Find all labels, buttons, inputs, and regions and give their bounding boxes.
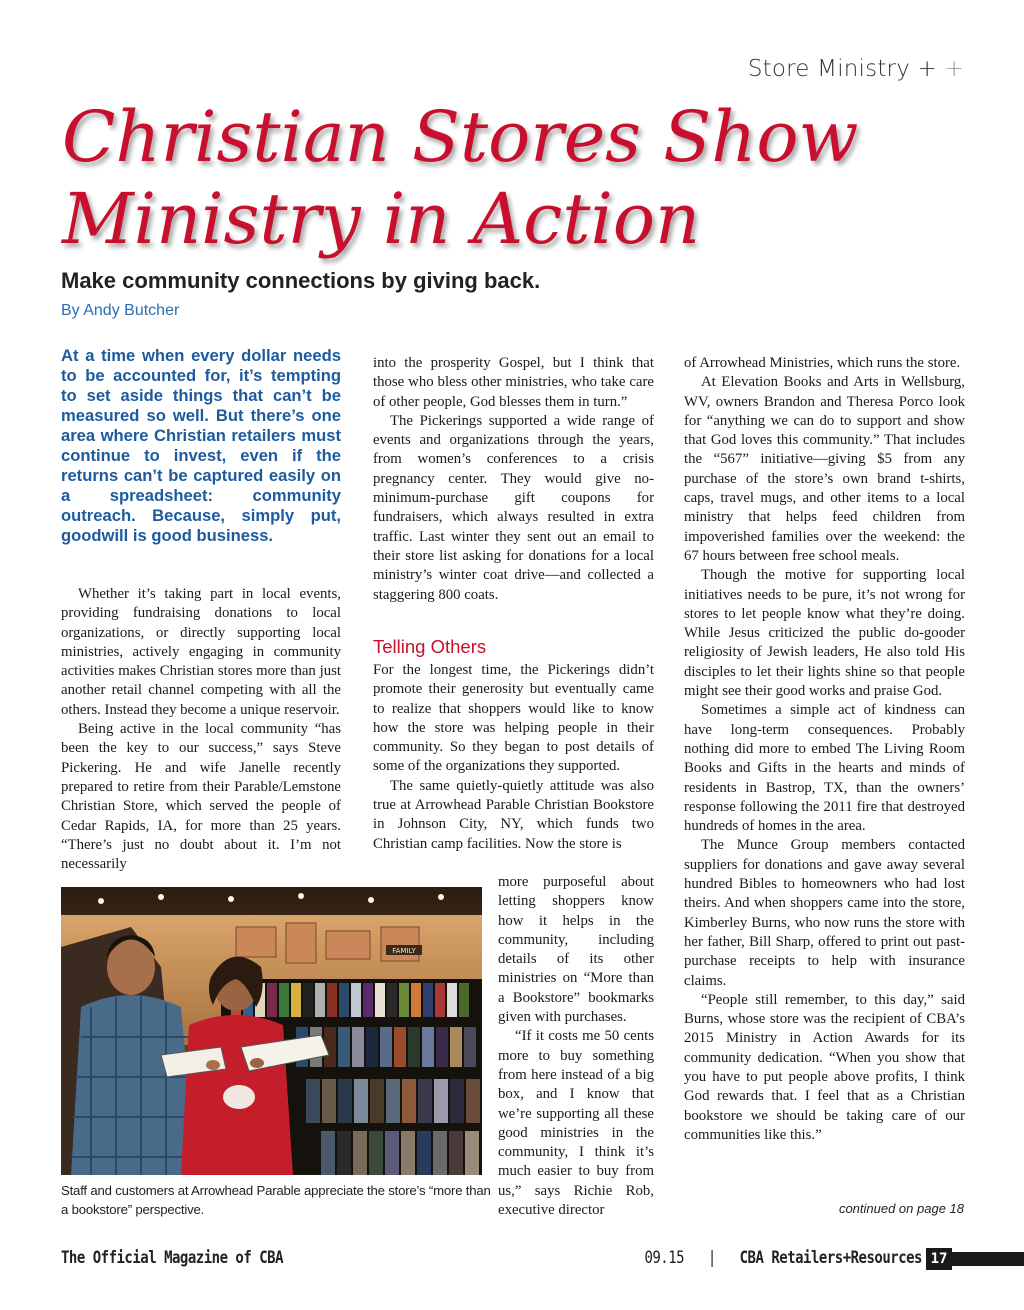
headline (62, 96, 962, 260)
footer-bar (952, 1252, 1024, 1266)
footer-magazine-title: The Official Magazine of CBA (61, 1248, 284, 1268)
store-photo (61, 887, 482, 1175)
paragraph: into the prosperity Gospel, but I think that those who bless other ministries, who take care of other people, God blesses them in turn.” (373, 355, 654, 410)
issue-date: 09.15 (644, 1248, 685, 1268)
headline-line-1: Christian Stores Show (62, 96, 859, 178)
paragraph: more purposeful about letting shoppers know how it helps in the community, including details of its other ministries on “More than a Bookstore” bookmarks given with purchases. (498, 874, 654, 1026)
paragraph: The Pickerings supported a wide range of events and organizations through the years, from women’s conferences to a crisis pregnancy center. They would give no-minimum-purchase gift coupons for fundraisers, which always resulted in extra traffic. Last winter they sent out an email to their store list asking for donations for a local ministry’s winter coat drive—and collected a staggering 800 coats. (373, 412, 654, 603)
footer-issue-info (644, 1248, 922, 1267)
photo-sign-text: FAMILY (392, 947, 416, 955)
headline-line-2: Ministry in Action (62, 178, 701, 260)
paragraph: “If it costs me 50 cents more to buy something from here instead of a big box, and I know that we’re supporting all these good ministries in the community, I think it’s much easier to buy from us,” says Richie Rob, executive director (498, 1028, 654, 1219)
paragraph: Sometimes a simple act of kindness can have long-term consequences. Probably nothing did more to embed The Living Room Books and Gifts in the hearts and minds of residents in Bastrop, TX, than the owners’ response following the 2011 fire that destroyed hundreds of homes in the area. (684, 702, 965, 835)
paragraph: Though the motive for supporting local initiatives needs to be pure, it’s not wrong for stores to let people know what they’re doing. While Jesus criticized the public do-gooder religiosity of Jewish leaders, He also told His disciples to let their lights shine so that people might see their good works and praise God. (684, 567, 965, 700)
byline: By Andy Butcher (61, 302, 180, 319)
column-3 (684, 354, 965, 1145)
paragraph: Being active in the local community “has been the key to our success,” says Steve Pickering. He and wife Janelle recently prepared to retire from their Parable/Lemstone Christian Store, which served the people of Cedar Rapids, IA, for more than 25 years. “There’s just no doubt about it. I’m not necessarily (61, 721, 341, 873)
paragraph: of Arrowhead Ministries, which runs the store. (684, 355, 961, 371)
subheadline: Make community connections by giving back. (61, 268, 541, 293)
page-number: 17 (926, 1248, 952, 1270)
paragraph: Whether it’s taking part in local events, providing fundraising donations to local organizations, or directly supporting local ministries, actively engaging in community activities makes Christian stores more than just another retail channel competing with all the others. Instead they become a unique reservoir. (61, 586, 341, 718)
magazine-name: CBA Retailers+Resources (739, 1248, 922, 1268)
column-2-beside-photo (498, 873, 654, 1220)
column-2 (373, 354, 654, 605)
paragraph: “People still remember, to this day,” said Burns, whose store was the recipient of CBA’s 2015 Ministry in Action Awards for its community dedication. “When you show that you have to put people above profits, I think God rewards that. I feel that as a Christian bookstore we should be taking care of our communities like this.” (684, 991, 965, 1143)
paragraph: At Elevation Books and Arts in Wellsburg, WV, owners Brandon and Theresa Porco look for “anything we can do to support and show that God loves this community.” That includes the “567” initiative—giving $5 from any purchase of the store’s own brand t-shirts, caps, travel mugs, and other items to a local ministry that helps feed children from impoverished families over the weekend: the 67 hours between free school meals. (684, 374, 965, 564)
paragraph: For the longest time, the Pickerings didn’t promote their generosity but eventually came to realize that shoppers would like to know how the store was helping people in their community. So they began to post details of some of the organizations they supported. (373, 662, 654, 775)
photo-caption: Staff and customers at Arrowhead Parable appreciate the store’s “more than a bookstore” perspective. (61, 1183, 491, 1217)
column-1 (61, 585, 341, 874)
column-2-continued (373, 661, 654, 854)
lede-paragraph: At a time when every dollar needs to be accounted for, it’s tempting to set aside things that can’t be measured so well. But there’s one area where Christian retailers must continue to invest, even if the returns can’t be captured easily on a spreadsheet: community outreach. Because, simply put, goodwill is good business. (61, 346, 341, 545)
continued-notice: continued on page 18 (838, 1201, 964, 1216)
footer-separator: | (707, 1248, 716, 1268)
paragraph: The same quietly-quietly attitude was also true at Arrowhead Parable Christian Bookstore in Johnson City, NY, which funds two Christian camp facilities. Now the store is (373, 777, 654, 852)
section-heading-telling-others: Telling Others (373, 636, 487, 657)
paragraph: The Munce Group members contacted suppliers for donations and gave away several hundred Bibles to homeowners who had lost theirs. And when shoppers came into the store, Kimberley Burns, who now runs the store with her father, Bill Sharp, offered to print out past-purchase receipts to help with insurance claims. (684, 837, 965, 989)
section-label: Store Ministry + + (747, 56, 964, 82)
